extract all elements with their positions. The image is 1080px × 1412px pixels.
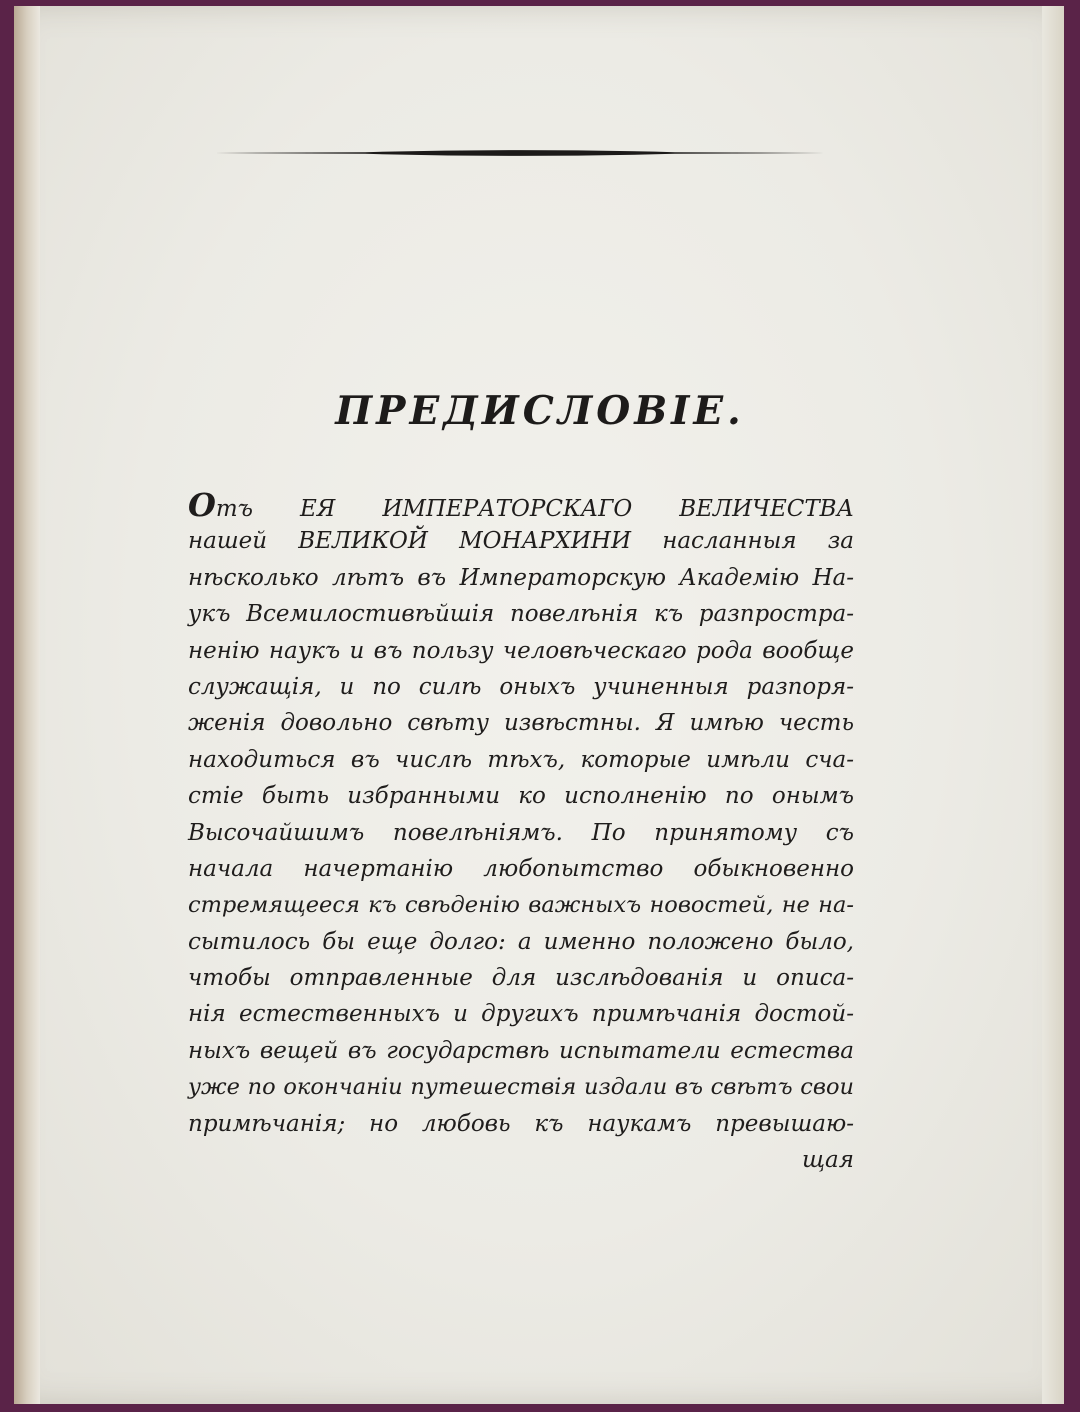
text-line: начала начертанію любопытство обыкновенно bbox=[188, 855, 854, 882]
text-line: стіе быть избранными ко исполненію по онымъ bbox=[188, 783, 854, 810]
text-line: Высочайшимъ повелѣніямъ. По принятому съ bbox=[188, 819, 854, 846]
text-line: уже по окончаніи путешествія издали въ свѣтъ свои bbox=[188, 1074, 854, 1101]
text-line: нія естественныхъ и другихъ примѣчанія достой- bbox=[188, 1001, 854, 1028]
text-line: укъ Всемилостивѣйшія повелѣнія къ разпростра- bbox=[188, 601, 854, 628]
text-line: стремящееся къ свѣденію важныхъ новостей, не на- bbox=[188, 892, 854, 919]
text-line: сытилось бы еще долго: а именно положено было, bbox=[188, 928, 854, 955]
text-line: примѣчанія; но любовь къ наукамъ превышаю- bbox=[188, 1110, 854, 1137]
text-line: чтобы отправленные для изслѣдованія и описа- bbox=[188, 965, 854, 992]
catchword: щая bbox=[802, 1147, 854, 1174]
text-line: ныхъ вещей въ государствѣ испытатели естества bbox=[188, 1037, 854, 1064]
page-title: ПРЕДИСЛОВІЕ. bbox=[335, 388, 745, 434]
text-line: ненію наукъ и въ пользу человѣческаго рода вообще bbox=[188, 637, 854, 664]
drop-capital: О bbox=[188, 486, 216, 524]
text-line: нѣсколько лѣтъ въ Императорскую Академію На- bbox=[188, 564, 854, 591]
decorative-rule bbox=[215, 149, 825, 157]
text-line: служащія, и по силѣ оныхъ учиненныя разпоря- bbox=[188, 673, 854, 700]
text-line: женія довольно свѣту извѣстны. Я имѣю честь bbox=[188, 710, 854, 737]
body-text bbox=[188, 487, 854, 1178]
text-line: нашей ВЕЛИКОЙ МОНАРХИНИ насланныя за bbox=[188, 528, 854, 555]
text-line: находиться въ числѣ тѣхъ, которые имѣли сча- bbox=[188, 746, 854, 773]
page-edge bbox=[1042, 6, 1064, 1404]
text-line: Отъ ЕЯ ИМПЕРАТОРСКАГО ВЕЛИЧЕСТВА bbox=[188, 486, 854, 524]
page-gutter bbox=[14, 6, 40, 1404]
